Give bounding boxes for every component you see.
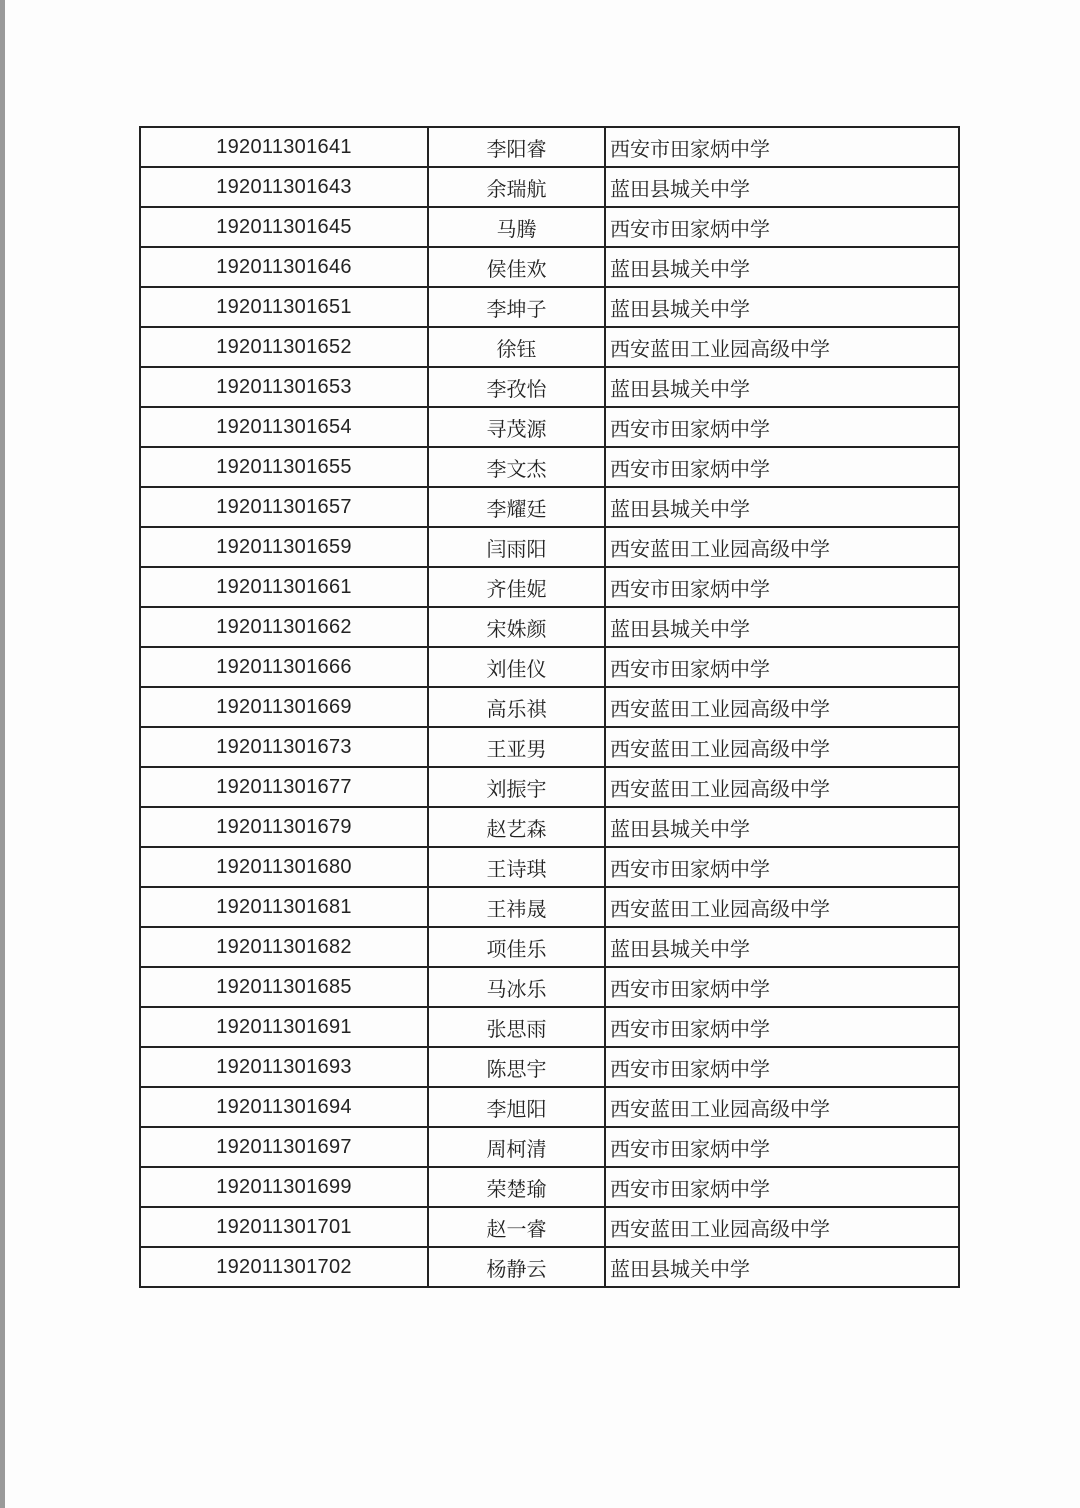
school-cell: 蓝田县城关中学 [605,607,959,647]
student-name-cell: 马冰乐 [428,967,605,1007]
student-name-cell: 王诗琪 [428,847,605,887]
student-id-cell: 192011301677 [140,767,428,807]
school-cell: 西安市田家炳中学 [605,407,959,447]
student-id-cell: 192011301659 [140,527,428,567]
student-name-cell: 李阳睿 [428,127,605,167]
student-name-cell: 侯佳欢 [428,247,605,287]
student-id-cell: 192011301673 [140,727,428,767]
table-row [140,687,959,727]
student-table [139,126,960,1288]
student-name-cell: 陈思宇 [428,1047,605,1087]
table-row [140,967,959,1007]
student-id-cell: 192011301652 [140,327,428,367]
student-name-cell: 闫雨阳 [428,527,605,567]
school-cell: 西安市田家炳中学 [605,1127,959,1167]
student-name-cell: 王祎晟 [428,887,605,927]
student-id-cell: 192011301685 [140,967,428,1007]
table-row [140,1007,959,1047]
student-name-cell: 项佳乐 [428,927,605,967]
table-row [140,1047,959,1087]
table-row [140,647,959,687]
school-cell: 西安市田家炳中学 [605,1047,959,1087]
student-id-cell: 192011301697 [140,1127,428,1167]
table-row [140,407,959,447]
student-id-cell: 192011301653 [140,367,428,407]
student-name-cell: 李耀廷 [428,487,605,527]
school-cell: 西安市田家炳中学 [605,967,959,1007]
school-cell: 蓝田县城关中学 [605,287,959,327]
student-id-cell: 192011301701 [140,1207,428,1247]
student-id-cell: 192011301657 [140,487,428,527]
student-id-cell: 192011301694 [140,1087,428,1127]
school-cell: 西安市田家炳中学 [605,567,959,607]
student-id-cell: 192011301641 [140,127,428,167]
student-id-cell: 192011301691 [140,1007,428,1047]
table-row [140,327,959,367]
student-name-cell: 李文杰 [428,447,605,487]
student-name-cell: 齐佳妮 [428,567,605,607]
student-name-cell: 高乐祺 [428,687,605,727]
table-row [140,367,959,407]
table-row [140,1127,959,1167]
student-id-cell: 192011301662 [140,607,428,647]
school-cell: 西安市田家炳中学 [605,1007,959,1047]
table-row [140,207,959,247]
school-cell: 西安蓝田工业园高级中学 [605,887,959,927]
school-cell: 蓝田县城关中学 [605,487,959,527]
school-cell: 蓝田县城关中学 [605,807,959,847]
table-row [140,807,959,847]
school-cell: 西安市田家炳中学 [605,847,959,887]
student-name-cell: 徐钰 [428,327,605,367]
school-cell: 西安蓝田工业园高级中学 [605,687,959,727]
school-cell: 西安市田家炳中学 [605,207,959,247]
table-row [140,1247,959,1287]
school-cell: 西安市田家炳中学 [605,127,959,167]
school-cell: 西安市田家炳中学 [605,447,959,487]
school-cell: 西安市田家炳中学 [605,1167,959,1207]
student-id-cell: 192011301661 [140,567,428,607]
school-cell: 西安蓝田工业园高级中学 [605,727,959,767]
school-cell: 西安蓝田工业园高级中学 [605,1207,959,1247]
school-cell: 蓝田县城关中学 [605,927,959,967]
student-name-cell: 赵艺森 [428,807,605,847]
table-row [140,887,959,927]
table-row [140,487,959,527]
student-name-cell: 寻茂源 [428,407,605,447]
table-row [140,767,959,807]
student-id-cell: 192011301681 [140,887,428,927]
table-row [140,247,959,287]
student-id-cell: 192011301643 [140,167,428,207]
student-name-cell: 刘佳仪 [428,647,605,687]
student-name-cell: 杨静云 [428,1247,605,1287]
student-id-cell: 192011301666 [140,647,428,687]
student-id-cell: 192011301679 [140,807,428,847]
table-row [140,1167,959,1207]
student-name-cell: 张思雨 [428,1007,605,1047]
school-cell: 蓝田县城关中学 [605,1247,959,1287]
student-name-cell: 宋姝颜 [428,607,605,647]
student-name-cell: 赵一睿 [428,1207,605,1247]
table-row [140,607,959,647]
student-name-cell: 荣楚瑜 [428,1167,605,1207]
page-edge [0,0,5,1508]
student-id-cell: 192011301654 [140,407,428,447]
student-id-cell: 192011301646 [140,247,428,287]
student-id-cell: 192011301651 [140,287,428,327]
student-id-cell: 192011301702 [140,1247,428,1287]
student-id-cell: 192011301669 [140,687,428,727]
table-row [140,1207,959,1247]
table-row [140,1087,959,1127]
student-name-cell: 马腾 [428,207,605,247]
student-id-cell: 192011301645 [140,207,428,247]
table-row [140,127,959,167]
school-cell: 西安蓝田工业园高级中学 [605,527,959,567]
student-name-cell: 王亚男 [428,727,605,767]
school-cell: 蓝田县城关中学 [605,367,959,407]
student-id-cell: 192011301680 [140,847,428,887]
table-row [140,167,959,207]
student-name-cell: 李坤子 [428,287,605,327]
school-cell: 蓝田县城关中学 [605,247,959,287]
student-name-cell: 刘振宇 [428,767,605,807]
table-row [140,287,959,327]
student-id-cell: 192011301693 [140,1047,428,1087]
table-row [140,447,959,487]
table-row [140,527,959,567]
student-name-cell: 余瑞航 [428,167,605,207]
student-name-cell: 周柯清 [428,1127,605,1167]
table-row [140,927,959,967]
table-row [140,847,959,887]
school-cell: 西安市田家炳中学 [605,647,959,687]
school-cell: 蓝田县城关中学 [605,167,959,207]
student-name-cell: 李旭阳 [428,1087,605,1127]
student-name-cell: 李孜怡 [428,367,605,407]
table-row [140,567,959,607]
student-id-cell: 192011301655 [140,447,428,487]
student-id-cell: 192011301699 [140,1167,428,1207]
school-cell: 西安蓝田工业园高级中学 [605,327,959,367]
school-cell: 西安蓝田工业园高级中学 [605,767,959,807]
student-id-cell: 192011301682 [140,927,428,967]
table-row [140,727,959,767]
school-cell: 西安蓝田工业园高级中学 [605,1087,959,1127]
